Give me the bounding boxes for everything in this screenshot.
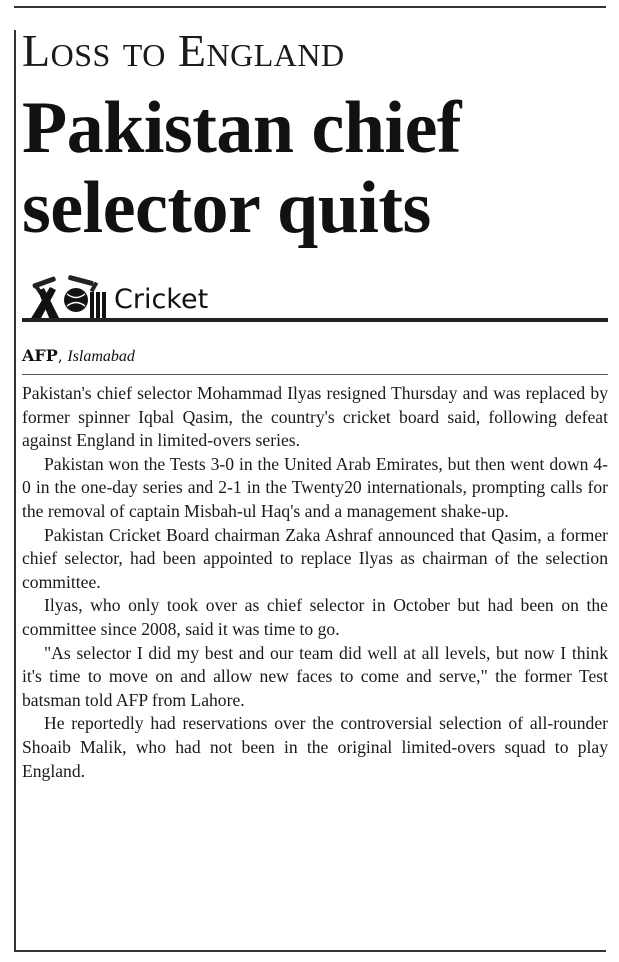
article-body bbox=[22, 382, 608, 783]
article-paragraph: Pakistan's chief selector Mohammad Ilyas resigned Thursday and was replaced by former spinner Iqbal Qasim, the country's cricket board said, following defeat against England in limited-overs series. bbox=[22, 383, 608, 451]
bottom-border-rule bbox=[14, 950, 606, 952]
article-headline: Pakistan chief selector quits bbox=[22, 87, 462, 249]
section-header bbox=[22, 272, 608, 324]
byline-rule bbox=[22, 374, 608, 375]
left-border-rule bbox=[14, 30, 16, 950]
article-paragraph: "As selector I did my best and our team did well at all levels, but now I think it's time to move on and allow new faces to come and serve," the former Test batsman told AFP from Lahore. bbox=[22, 642, 608, 710]
byline-separator: , bbox=[57, 347, 68, 365]
article-paragraph: Pakistan Cricket Board chairman Zaka Ashraf announced that Qasim, a former chief selector, had been appointed to replace Ilyas as chairman of the selection committee. bbox=[22, 524, 608, 592]
article-paragraph: He reportedly had reservations over the controversial selection of all-rounder Shoaib Malik, who had not been in the original limited-overs squad to play England. bbox=[22, 713, 608, 781]
byline-agency: AFP bbox=[22, 346, 58, 365]
cricket-bats-ball-icon bbox=[24, 274, 110, 322]
section-label: Cricket bbox=[114, 284, 209, 315]
article-kicker: Loss to England bbox=[22, 25, 345, 76]
byline-location: Islamabad bbox=[67, 348, 135, 365]
section-rule bbox=[22, 318, 608, 322]
top-border-rule bbox=[14, 6, 606, 8]
byline bbox=[22, 346, 135, 366]
article-paragraph: Pakistan won the Tests 3-0 in the United Arab Emirates, but then went down 4-0 in the one-day series and 2-1 in the Twenty20 internationals, prompting calls for the removal of captain Misbah-ul Haq's and a management shake-up. bbox=[22, 453, 608, 521]
article-paragraph: Ilyas, who only took over as chief selector in October but had been on the committee since 2008, said it was time to go. bbox=[22, 595, 608, 639]
